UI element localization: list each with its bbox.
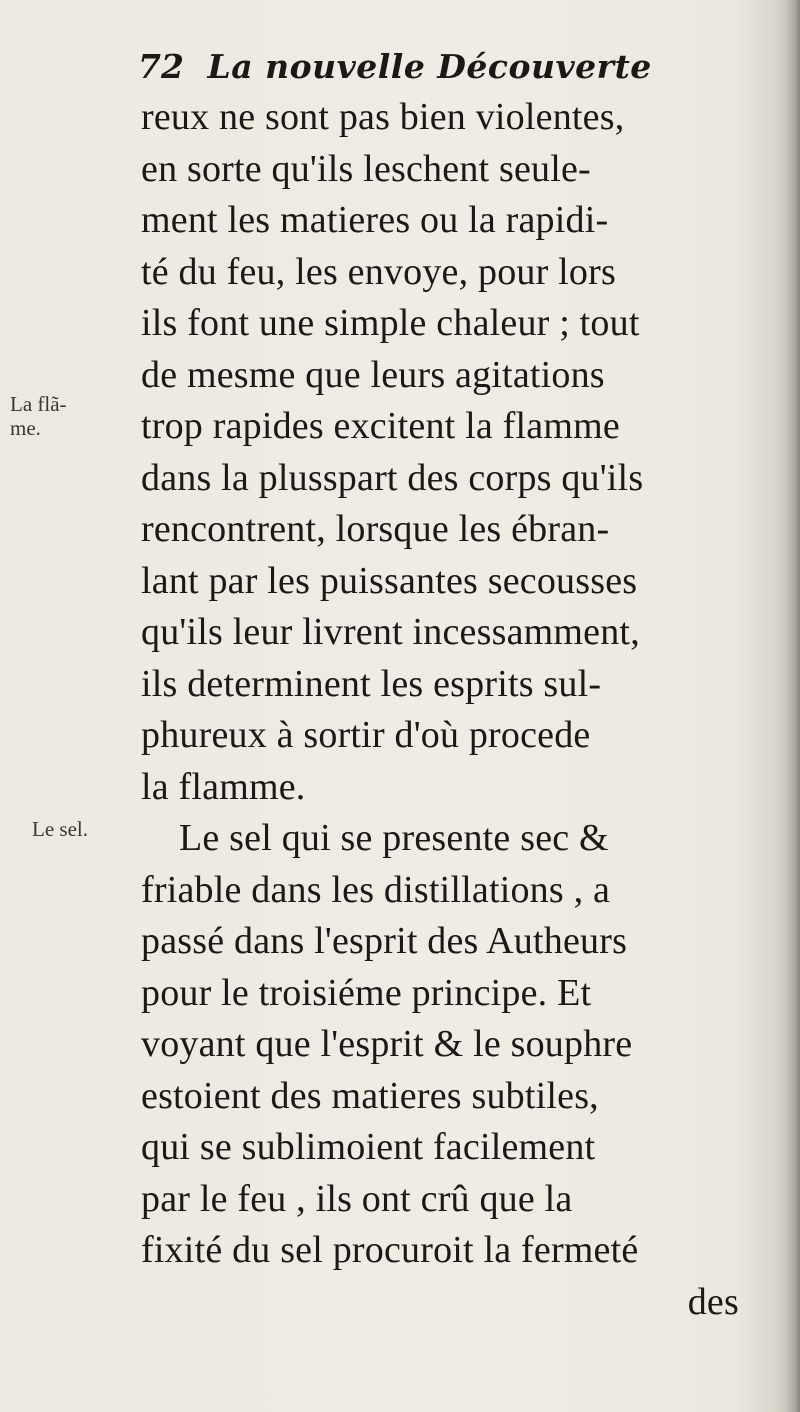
- text-line: fixité du sel procuroit la fermeté: [141, 1229, 639, 1271]
- text-line: reux ne sont pas bien violentes,: [141, 96, 625, 138]
- text-line: estoient des matieres subtiles,: [141, 1074, 599, 1117]
- text-line: rencontrent, lorsque les ébran-: [141, 508, 610, 550]
- text-line: té du feu, les envoye, pour lors: [141, 250, 616, 293]
- page-header: [138, 42, 698, 92]
- text-line: pour le troisiéme principe. Et: [141, 971, 592, 1014]
- margin-note-line: La flã-: [10, 392, 67, 416]
- text-line: phureux à sortir d'où procede: [141, 714, 591, 756]
- margin-note-line: Le sel.: [32, 817, 88, 841]
- text-line: dans la plusspart des corps qu'ils: [141, 456, 644, 499]
- margin-note-flamme: [10, 392, 67, 440]
- text-line: ils font une simple chaleur ; tout: [141, 302, 640, 344]
- page-edge-shadow: [786, 0, 800, 1412]
- page-number: 72: [138, 47, 184, 86]
- running-title: La nouvelle Découverte: [207, 47, 652, 86]
- text-line: par le feu , ils ont crû que la: [141, 1177, 573, 1220]
- text-line: la flamme.: [141, 765, 306, 808]
- text-line: passé dans l'esprit des Autheurs: [141, 920, 628, 962]
- paragraph-start-line: Le sel qui se presente sec &: [179, 817, 609, 859]
- text-line: qui se sublimoient facilement: [141, 1126, 596, 1168]
- catchword: des: [687, 1280, 739, 1323]
- margin-note-line: me.: [10, 416, 41, 440]
- text-line: ment les matieres ou la rapidi-: [141, 199, 609, 241]
- margin-note-sel: [32, 817, 88, 841]
- text-line: de mesme que leurs agitations: [141, 353, 605, 396]
- text-line: en sorte qu'ils leschent seule-: [141, 147, 591, 190]
- text-line: voyant que l'esprit & le souphre: [141, 1023, 633, 1065]
- text-line: trop rapides excitent la flamme: [141, 405, 620, 447]
- text-line: friable dans les distillations , a: [141, 868, 611, 911]
- text-line: lant par les puissantes secousses: [141, 559, 638, 602]
- text-line: ils determinent les esprits sul-: [141, 662, 602, 705]
- text-line: qu'ils leur livrent incessamment,: [141, 611, 640, 653]
- body-text: [141, 92, 761, 1328]
